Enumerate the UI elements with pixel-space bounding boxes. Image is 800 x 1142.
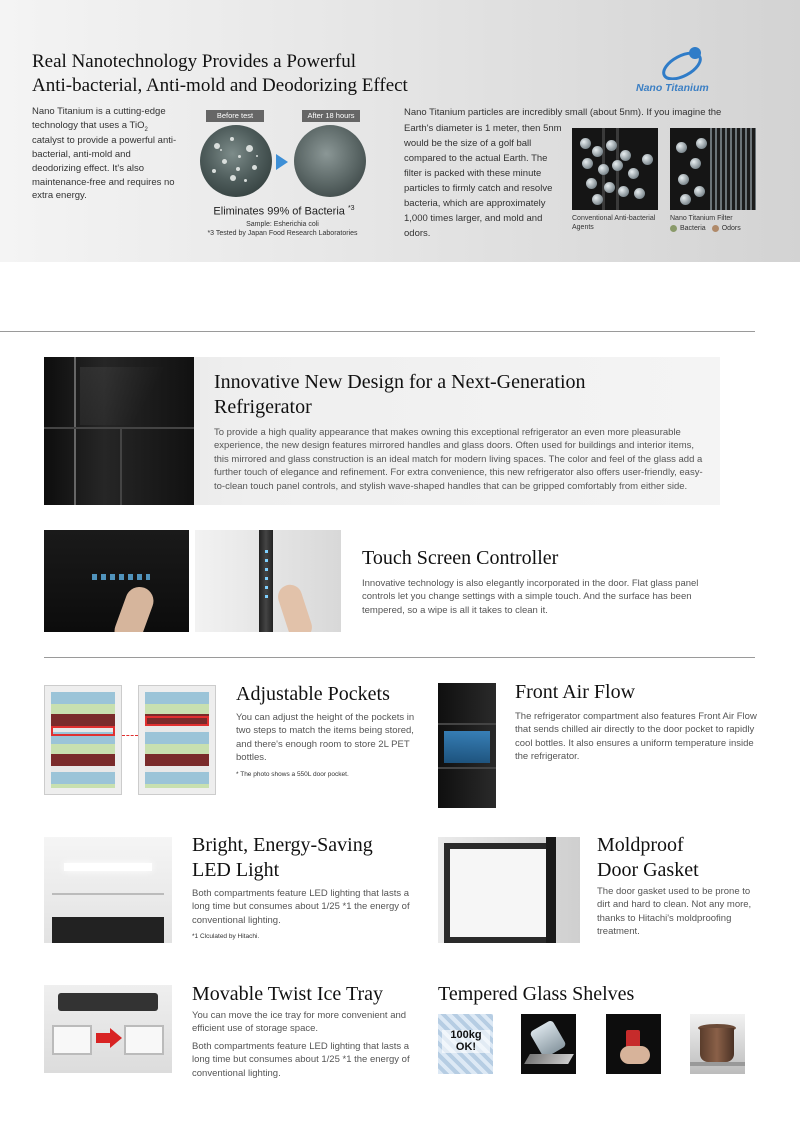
filter-legend: Bacteria Odors bbox=[670, 224, 741, 233]
nano-particles-text-line1: Nano Titanium particles are incredibly small (about 5nm). If you imagine the bbox=[404, 107, 722, 118]
touch-handle-photo bbox=[195, 530, 341, 632]
pocket-move-indicator bbox=[122, 735, 138, 736]
glass-shelf-load-photo bbox=[438, 1014, 493, 1074]
conventional-filter-diagram bbox=[572, 128, 658, 210]
nano-titanium-logo-text: Nano Titanium bbox=[636, 82, 709, 94]
nano-filter-caption: Nano Titanium Filter bbox=[670, 215, 733, 222]
gasket-title: Moldproof Door Gasket bbox=[597, 834, 699, 881]
petri-dish-after bbox=[294, 125, 366, 197]
arrow-right-icon bbox=[96, 1033, 110, 1043]
arrow-right-icon bbox=[276, 154, 288, 170]
ice-body-1: You can move the ice tray for more convenient and efficient use of storage space. bbox=[192, 1010, 407, 1035]
nano-titanium-filter-diagram bbox=[670, 128, 756, 210]
pockets-note: * The photo shows a 550L door pocket. bbox=[236, 771, 349, 778]
section-divider bbox=[0, 331, 755, 332]
front-air-flow-photo bbox=[438, 683, 496, 808]
petri-dish-before bbox=[200, 125, 272, 197]
design-body: To provide a high quality appearance that makes owning this exceptional refrigerator an even more pleasurable experience, the new design features mirrored handles and glass doors. Often used for buildings and interior items, this mirrored and glass construction is an ideal match for modern living spaces. The color and feel of the glass add a further touch of elegance and refinement. For extra convenience, this new refrigerator also offers user-friendly, easy-to-clean touch panel controls, and stylish wave-shaped handles that can be gripped comfortably from either side. bbox=[214, 427, 703, 492]
bacteria-dot-icon bbox=[670, 225, 677, 232]
glass-title: Tempered Glass Shelves bbox=[438, 983, 635, 1005]
airflow-title: Front Air Flow bbox=[515, 681, 636, 703]
test-notes: Sample: Esherichia coli *3 Tested by Japan Food Research Laboratories bbox=[207, 221, 358, 238]
design-title: Innovative New Design for a Next-Generation Refrigerator bbox=[214, 371, 586, 418]
ice-tray-photo bbox=[44, 985, 172, 1073]
glass-shelf-spill-photo bbox=[521, 1014, 576, 1074]
glass-shelf-can-photo bbox=[606, 1014, 661, 1074]
led-note: *1 Clculated by Hitachi. bbox=[192, 933, 260, 940]
load-capacity-badge: 100kg OK! bbox=[442, 1030, 490, 1053]
nano-particles-text: Earth's diameter is 1 meter, then 5nm would be the size of a golf ball compared to the actual Earth. The filter is packed with these minute particles to firmly catch and resolve bacteria, which are approximately 1,000 times larger, and mold and odors. bbox=[404, 123, 562, 239]
before-test-tag: Before test bbox=[206, 110, 264, 122]
glass-door-refrigerator-photo bbox=[44, 357, 194, 505]
odors-dot-icon bbox=[712, 225, 719, 232]
gasket-body: The door gasket used to be prone to dirt and hard to clean. Not any more, thanks to Hitachi's moldproofing treatment. bbox=[597, 886, 752, 938]
touch-panel-photo bbox=[44, 530, 189, 632]
led-body: Both compartments feature LED lighting that lasts a long time but consumes about 1/25 *1 the energy of conventional lighting. bbox=[192, 888, 410, 926]
nano-titanium-logo-icon bbox=[660, 44, 708, 80]
door-gasket-photo bbox=[438, 837, 580, 943]
ice-body-2: Both compartments feature LED lighting that lasts a long time but consumes about 1/25 *1 the energy of conventional lighting. bbox=[192, 1041, 410, 1079]
door-pocket-photo-before bbox=[44, 685, 122, 795]
ice-title: Movable Twist Ice Tray bbox=[192, 983, 383, 1005]
after-test-tag: After 18 hours bbox=[302, 110, 360, 122]
door-pocket-photo-after bbox=[138, 685, 216, 795]
led-title: Bright, Energy-Saving LED Light bbox=[192, 834, 373, 881]
eliminates-bacteria-label: Eliminates 99% of Bacteria $^{*3}$ bbox=[213, 205, 355, 218]
nano-intro-text: Nano Titanium is a cutting-edge technology that uses a TiO$_2$ catalyst to provide a powerful anti-bacterial, anti-mold and deodorizing effect. It's also maintenance-free and requires no extra energy. bbox=[32, 106, 177, 202]
pockets-title: Adjustable Pockets bbox=[236, 683, 390, 705]
touch-title: Touch Screen Controller bbox=[362, 547, 559, 569]
banner-title: Real Nanotechnology Provides a Powerful Anti-bacterial, Anti-mold and Deodorizing Effect bbox=[32, 51, 408, 97]
touch-body: Innovative technology is also elegantly incorporated in the door. Flat glass panel controls let you change settings with a simple touch. And the surface has been tempered, so a wipe is all it takes to clean it. bbox=[362, 578, 699, 616]
airflow-body: The refrigerator compartment also features Front Air Flow that sends chilled air directly to the door pocket to rapidly cool bottles. It also ensures a uniform temperature inside the refrigerator. bbox=[515, 711, 757, 763]
pockets-body: You can adjust the height of the pockets in two steps to match the items being stored, and there's enough room to store 2L PET bottles. bbox=[236, 712, 415, 764]
section-divider-2 bbox=[44, 657, 755, 658]
led-light-photo bbox=[44, 837, 172, 943]
conventional-caption: Conventional Anti-bacterial Agents bbox=[572, 215, 656, 232]
glass-shelf-pot-photo bbox=[690, 1014, 745, 1074]
